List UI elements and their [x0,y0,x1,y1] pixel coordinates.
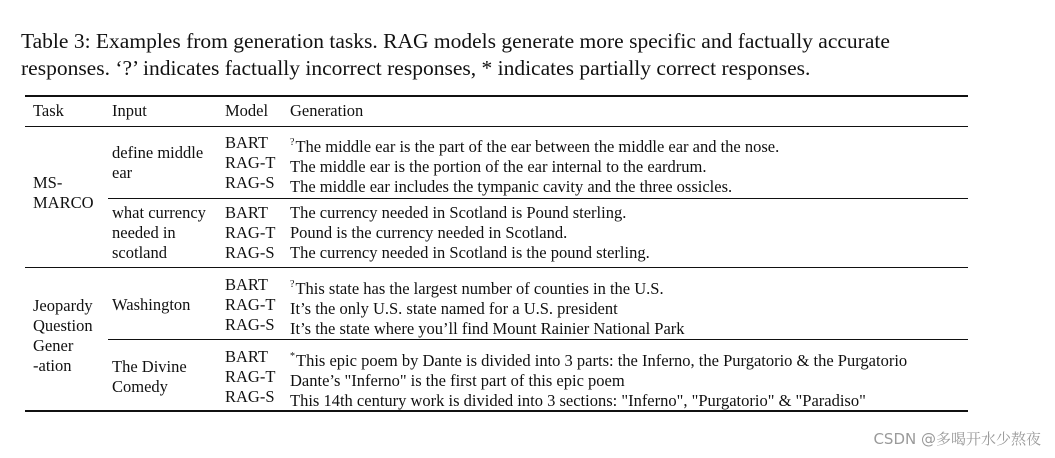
generation-text: ?This state has the largest number of counties in the U.S. [290,279,664,298]
task-separator-rule [25,267,968,268]
model-label: RAG-S [225,243,275,262]
task-line: Gener [33,336,74,355]
generation-column-block [290,347,907,411]
task-cell-msmarco [33,173,94,213]
caption-line-1: Table 3: Examples from generation tasks. RAG models generate more specific and factually accurate [21,29,890,53]
header-rule [25,126,968,127]
generation-text: The middle ear is the portion of the ear internal to the eardrum. [290,157,707,176]
model-column-block [225,347,275,407]
input-cell-currency-scotland [112,203,206,263]
header-input: Input [112,101,147,120]
caption-line-2: responses. ‘?’ indicates factually incorrect responses, * indicates partially correct responses. [21,56,811,80]
table-caption [21,28,1041,82]
generation-text: The currency needed in Scotland is the pound sterling. [290,243,650,262]
model-label: RAG-S [225,173,275,192]
model-label: BART [225,275,269,294]
generation-text: It’s the state where you’ll find Mount Rainier National Park [290,319,685,338]
msmarco-inner-rule [108,198,968,199]
generation-column-block [290,203,650,263]
header-generation: Generation [290,101,364,120]
incorrect-flag: ? [290,279,295,290]
model-label: RAG-S [225,315,275,334]
model-label: BART [225,203,269,222]
input-line: ear [112,163,133,182]
header-task: Task [33,101,64,120]
table-top-rule [25,95,968,97]
model-column-block [225,133,275,193]
partial-flag: * [290,351,295,362]
header-model: Model [225,101,269,120]
task-line: MS- [33,173,63,192]
input-line: Comedy [112,377,168,396]
task-line: Jeopardy [33,296,93,315]
model-label: RAG-T [225,295,276,314]
model-label: RAG-T [225,367,276,386]
generation-text: ?The middle ear is the part of the ear between the middle ear and the nose. [290,137,780,156]
task-cell-jeopardy [33,296,93,376]
generation-column-block [290,133,779,197]
model-label: RAG-T [225,153,276,172]
input-line: define middle [112,143,204,162]
generation-text: This 14th century work is divided into 3 sections: "Inferno", "Purgatorio" & "Paradiso" [290,391,866,410]
input-cell-washington [112,295,190,315]
model-column-block [225,203,275,263]
input-line: The Divine [112,357,187,376]
task-line: Question [33,316,93,335]
model-label: BART [225,347,269,366]
incorrect-flag: ? [290,137,295,148]
input-line: Washington [112,295,191,314]
model-label: RAG-S [225,387,275,406]
generation-column-block [290,275,685,339]
input-line: what currency [112,203,206,222]
model-label: RAG-T [225,223,276,242]
model-label: BART [225,133,269,152]
generation-text: *This epic poem by Dante is divided into 3 parts: the Inferno, the Purgatorio & the Purgatorio [290,351,908,370]
task-line: MARCO [33,193,94,212]
watermark: CSDN @多喝开水少熬夜 [873,430,1041,448]
task-line: -ation [33,356,72,375]
generation-text: The currency needed in Scotland is Pound sterling. [290,203,627,222]
generation-text: The middle ear includes the tympanic cavity and the three ossicles. [290,177,733,196]
model-column-block [225,275,275,335]
input-line: needed in [112,223,176,242]
generation-text: Pound is the currency needed in Scotland. [290,223,568,242]
generation-text: It’s the only U.S. state named for a U.S. president [290,299,618,318]
input-line: scotland [112,243,167,262]
generation-text: Dante’s "Inferno" is the first part of this epic poem [290,371,625,390]
input-cell-define-middle-ear [112,143,203,183]
input-cell-divine-comedy [112,357,187,397]
jeopardy-inner-rule [108,339,968,340]
